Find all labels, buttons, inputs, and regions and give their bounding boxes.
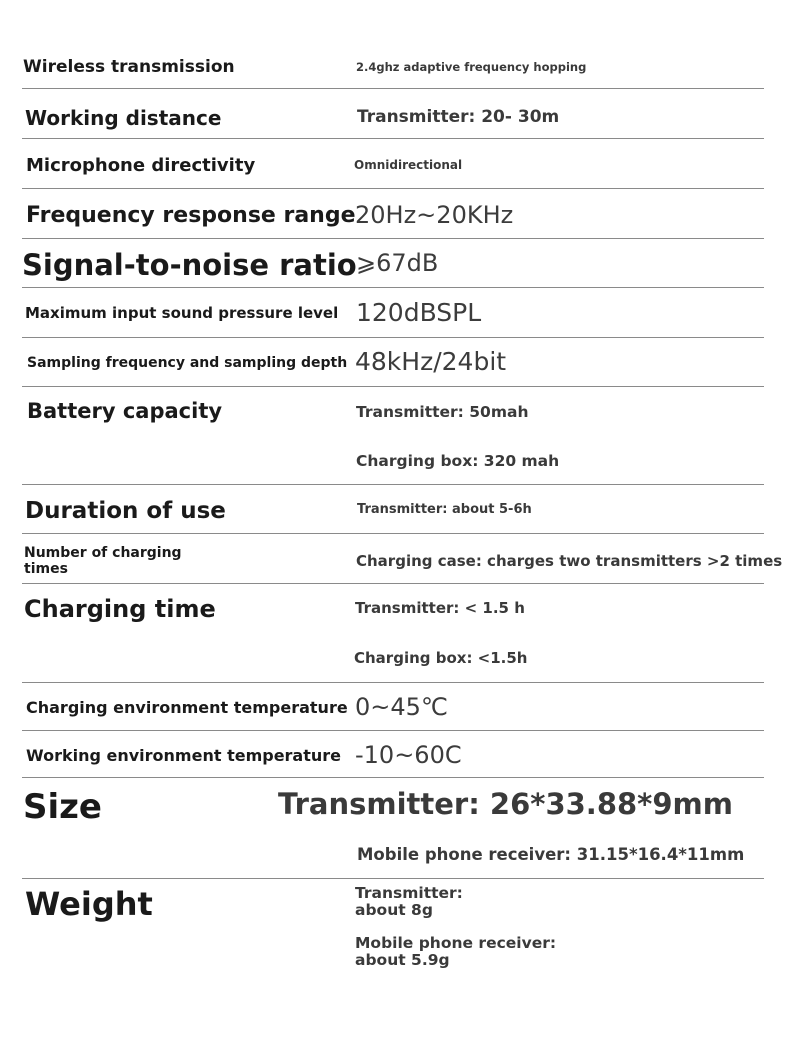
spec-value-working-env-temperature: -10~60C bbox=[355, 741, 462, 769]
spec-value-charging-time-box: Charging box: <1.5h bbox=[354, 649, 528, 667]
divider bbox=[22, 88, 764, 89]
divider bbox=[22, 682, 764, 683]
spec-value-weight-receiver bbox=[355, 935, 556, 969]
spec-label-number-of-charging-times bbox=[24, 545, 182, 577]
spec-label-weight: Weight bbox=[25, 885, 153, 923]
value-line: Mobile phone receiver: bbox=[355, 934, 557, 952]
spec-value-sampling-frequency-depth: 48kHz/24bit bbox=[355, 347, 507, 376]
spec-value-weight-transmitter bbox=[355, 885, 463, 919]
divider bbox=[22, 238, 764, 239]
spec-label-charging-time: Charging time bbox=[24, 595, 216, 623]
spec-value-charging-time-transmitter: Transmitter: < 1.5 h bbox=[355, 599, 525, 617]
spec-label-working-env-temperature: Working environment temperature bbox=[26, 746, 342, 765]
spec-label-microphone-directivity: Microphone directivity bbox=[26, 155, 256, 176]
spec-value-size-transmitter: Transmitter: 26*33.88*9mm bbox=[278, 787, 733, 821]
spec-value-working-distance: Transmitter: 20- 30m bbox=[357, 107, 560, 127]
spec-value-battery-charging-box: Charging box: 320 mah bbox=[356, 452, 560, 470]
label-line: times bbox=[24, 561, 68, 577]
spec-value-frequency-response-range: 20Hz~20KHz bbox=[355, 201, 514, 229]
value-line: Transmitter: bbox=[355, 884, 463, 902]
divider bbox=[22, 730, 764, 731]
spec-label-sampling-frequency-depth: Sampling frequency and sampling depth bbox=[27, 355, 348, 371]
spec-label-duration-of-use: Duration of use bbox=[25, 498, 226, 524]
spec-label-wireless-transmission: Wireless transmission bbox=[23, 57, 235, 77]
spec-label-charging-env-temperature: Charging environment temperature bbox=[26, 698, 348, 717]
value-line: about 8g bbox=[355, 901, 433, 919]
divider bbox=[22, 583, 764, 584]
divider bbox=[22, 484, 764, 485]
label-line: Number of charging bbox=[24, 545, 182, 561]
spec-value-microphone-directivity: Omnidirectional bbox=[354, 158, 463, 172]
divider bbox=[22, 386, 764, 387]
divider bbox=[22, 337, 764, 338]
spec-label-frequency-response-range: Frequency response range bbox=[26, 203, 356, 228]
divider bbox=[22, 138, 764, 139]
spec-value-signal-to-noise-ratio: ⩾67dB bbox=[356, 249, 439, 277]
spec-label-size: Size bbox=[23, 787, 102, 827]
divider bbox=[22, 878, 764, 879]
spec-label-battery-capacity: Battery capacity bbox=[27, 399, 223, 423]
spec-value-max-input-spl: 120dBSPL bbox=[356, 298, 482, 327]
spec-label-signal-to-noise-ratio: Signal-to-noise ratio bbox=[22, 248, 357, 282]
spec-value-duration-of-use: Transmitter: about 5-6h bbox=[357, 502, 532, 517]
divider bbox=[22, 287, 764, 288]
spec-value-size-receiver: Mobile phone receiver: 31.15*16.4*11mm bbox=[357, 845, 745, 864]
divider bbox=[22, 533, 764, 534]
divider bbox=[22, 188, 764, 189]
divider bbox=[22, 777, 764, 778]
spec-value-number-of-charging-times: Charging case: charges two transmitters >2 times bbox=[356, 552, 783, 570]
spec-value-battery-transmitter: Transmitter: 50mah bbox=[356, 403, 529, 421]
spec-label-max-input-spl: Maximum input sound pressure level bbox=[25, 304, 339, 322]
spec-label-working-distance: Working distance bbox=[25, 106, 222, 130]
spec-value-charging-env-temperature: 0~45℃ bbox=[355, 693, 448, 721]
value-line: about 5.9g bbox=[355, 951, 450, 969]
spec-value-wireless-transmission: 2.4ghz adaptive frequency hopping bbox=[356, 60, 587, 74]
